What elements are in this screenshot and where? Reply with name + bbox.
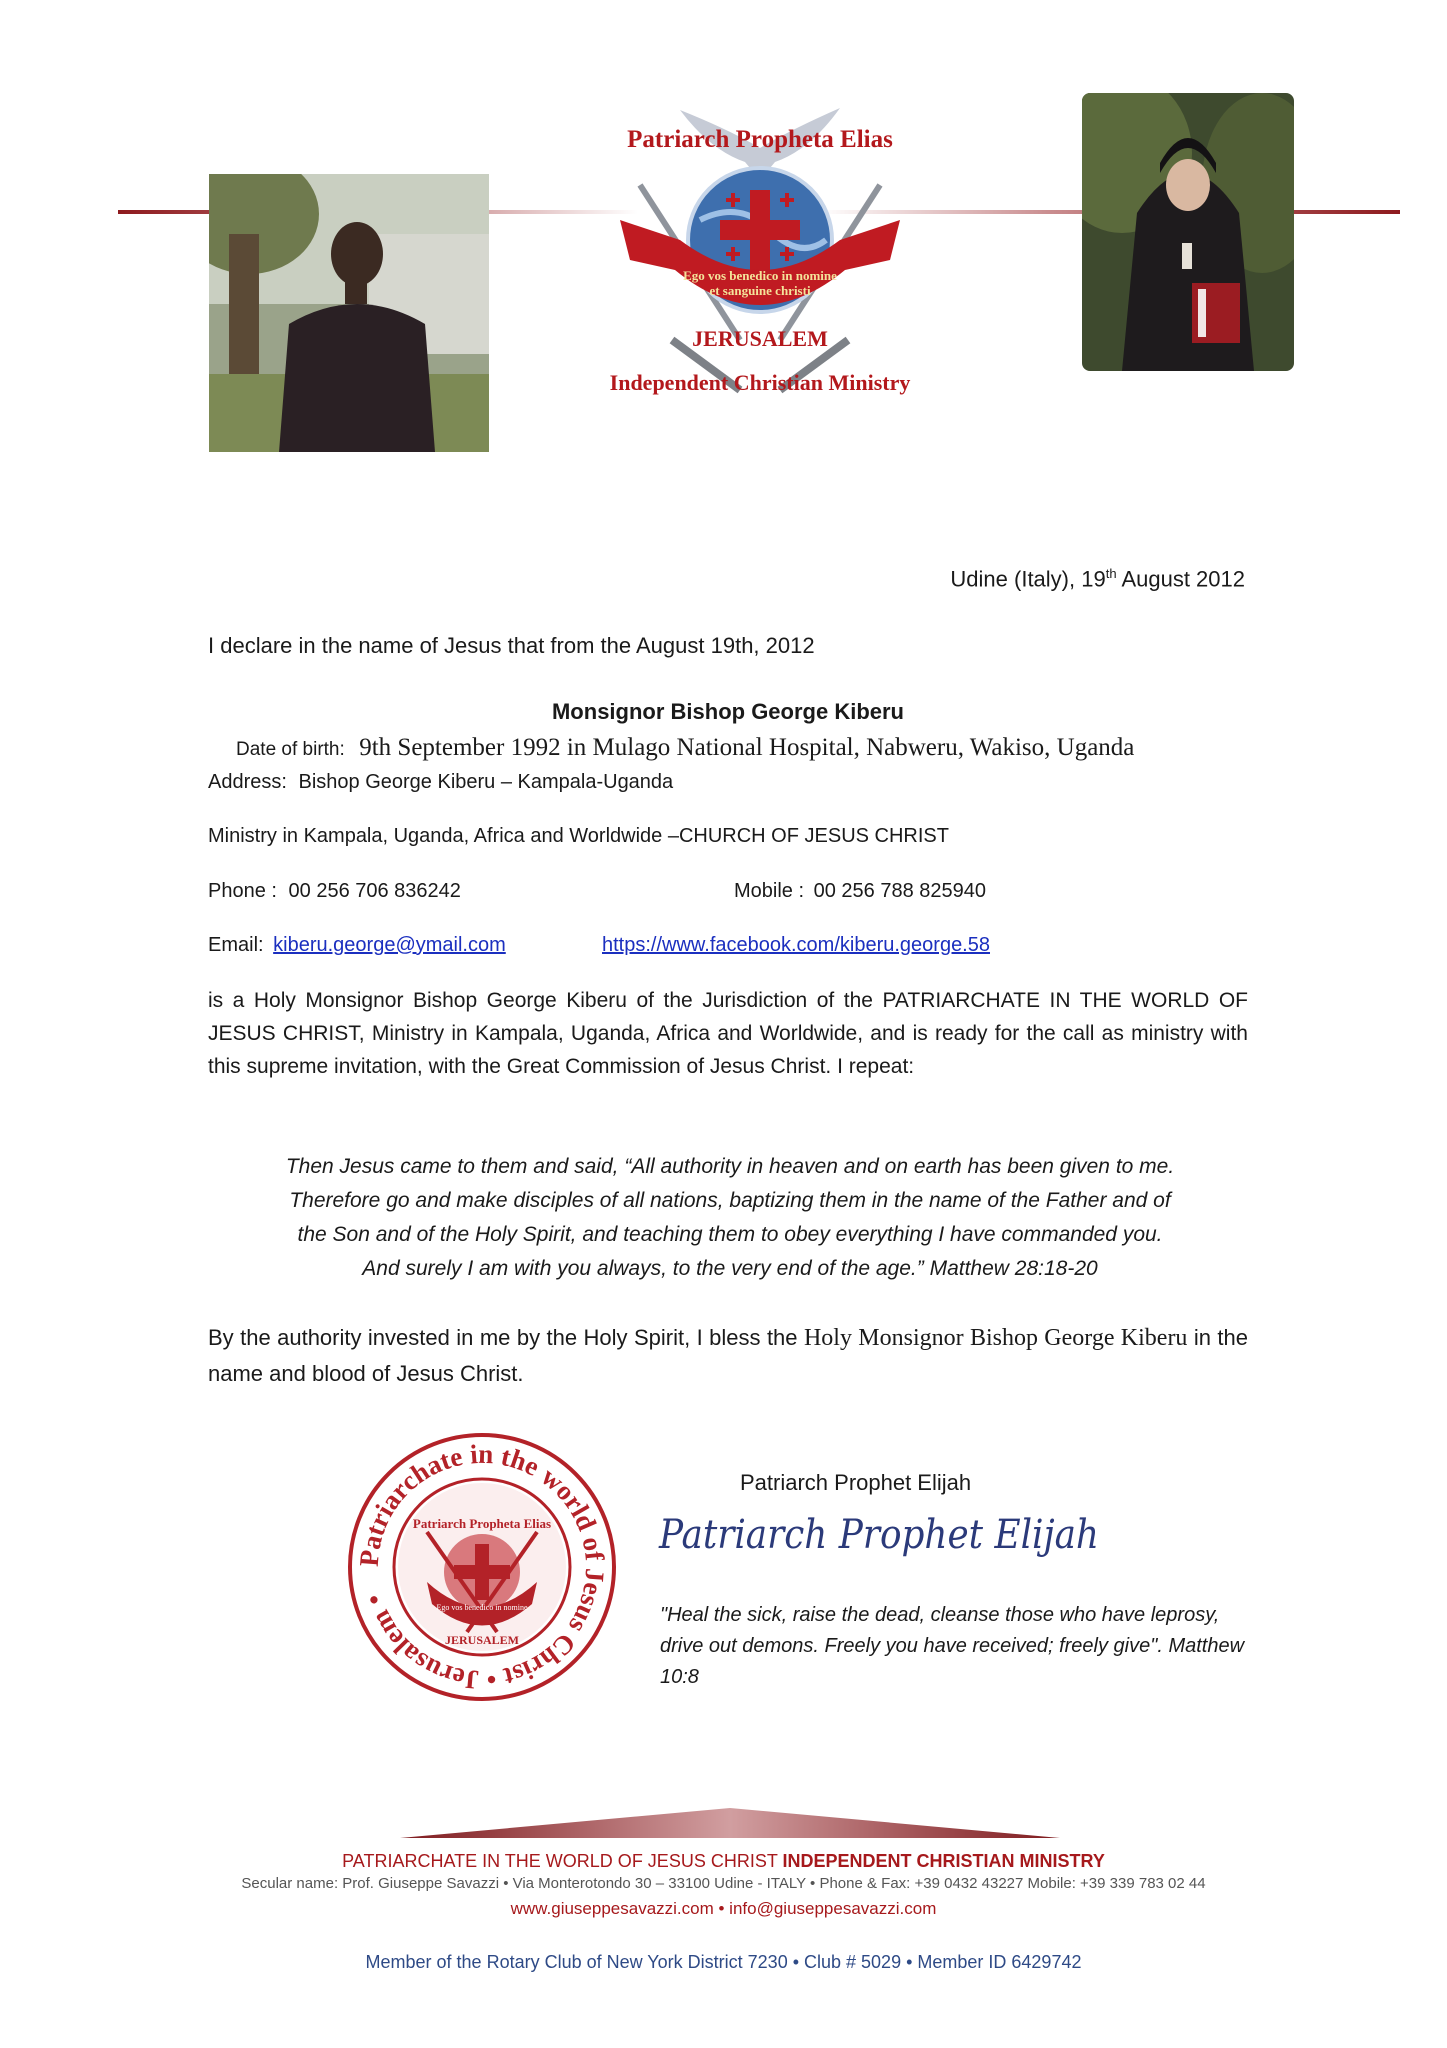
footer-org-part1: PATRIARCHATE IN THE WORLD OF JESUS CHRIST <box>342 1851 783 1871</box>
date-prefix: Udine (Italy), 19 <box>950 566 1106 592</box>
mobile-line <box>734 878 986 904</box>
blessing-name: Holy Monsignor Bishop George Kiberu <box>803 1325 1188 1351</box>
dob-value: 9th September 1992 in Mulago National Hospital, Nabweru, Wakiso, Uganda <box>359 734 1135 761</box>
facebook-link[interactable]: https://www.facebook.com/kiberu.george.58 <box>602 934 990 956</box>
handwritten-signature <box>655 1502 1115 1572</box>
signature-title: Patriarch Prophet Elijah <box>740 1470 972 1495</box>
stamp-ring-text: Patriarchate in the world of Jesus Christ • Jerusalem • <box>353 1438 611 1696</box>
logo-bottom-title: Independent Christian Ministry <box>609 370 911 395</box>
address-label: Address: <box>208 771 287 793</box>
quote-line-3: the Son and of the Holy Spirit, and teaching them to obey everything I have commanded you. <box>297 1223 1163 1246</box>
footer-rotary: Member of the Rotary Club of New York District 7230 • Club # 5029 • Member ID 6429742 <box>365 1952 1082 1972</box>
stamp-inner-city: JERUSALEM <box>444 1633 520 1647</box>
blessing-part1: By the authority invested in me by the Holy Spirit, I bless the <box>208 1325 804 1350</box>
signature-script: Patriarch Prophet Elijah <box>658 1512 1099 1558</box>
footer-org-part2: INDEPENDENT CHRISTIAN MINISTRY <box>782 1851 1105 1871</box>
ministry-line: Ministry in Kampala, Uganda, Africa and Worldwide –CHURCH OF JESUS CHRIST <box>208 825 949 847</box>
logo-city: JERUSALEM <box>692 326 828 351</box>
footer-divider <box>400 1806 1060 1840</box>
date-suffix: August 2012 <box>1116 566 1245 592</box>
letter-date <box>900 560 1245 593</box>
official-stamp <box>347 1432 617 1702</box>
scripture-quote <box>190 1150 1270 1286</box>
signature-verse: "Heal the sick, raise the dead, cleanse those who have leprosy, drive out demons. Freely you have received; freely give". Matthew 10:8 <box>660 1604 1245 1688</box>
name-heading: Monsignor Bishop George Kiberu <box>551 699 904 724</box>
facebook-line <box>602 932 990 958</box>
intro-line: I declare in the name of Jesus that from the August 19th, 2012 <box>208 633 815 658</box>
bishop-photo <box>209 174 489 452</box>
email-link[interactable]: kiberu.george@ymail.com <box>273 934 506 956</box>
quote-line-1: Then Jesus came to them and said, “All authority in heaven and on earth has been given to me. <box>285 1155 1175 1178</box>
logo-top-title: Patriarch Propheta Elias <box>627 126 893 153</box>
footer-org <box>100 1850 1347 1872</box>
stamp-inner-top: Patriarch Propheta Elias <box>412 1516 552 1531</box>
dob-label: Date of birth: <box>236 739 345 760</box>
logo-banner-line1: Ego vos benedico in nomine <box>683 268 837 283</box>
address-value: Bishop George Kiberu – Kampala-Uganda <box>298 771 674 793</box>
stamp-inner-banner: Ego vos benedico in nomine <box>436 1603 528 1612</box>
footer-secular: Secular name: Prof. Giuseppe Savazzi • Via Monterotondo 30 – 33100 Udine - ITALY • Phone & Fax: +39 0432 43227 Mobile: +39 339 783 02 44 <box>241 1875 1206 1892</box>
quote-line-2: Therefore go and make disciples of all nations, baptizing them in the name of the Father and of <box>289 1189 1171 1212</box>
email-line <box>208 932 506 958</box>
date-superscript: th <box>1105 566 1117 581</box>
quote-line-4: And surely I am with you always, to the very end of the age.” Matthew 28:18-20 <box>362 1257 1098 1280</box>
body-paragraph: is a Holy Monsignor Bishop George Kiberu of the Jurisdiction of the PATRIARCHATE IN THE WORLD OF JESUS CHRIST, Ministry in Kampala, Uganda, Africa and Worldwide, and is ready for the call as ministry with this supreme invitation, with the Great Commission of Jesus Christ. I repeat: <box>208 989 1248 1078</box>
blessing-paragraph <box>208 1320 1248 1392</box>
mobile-label: Mobile : <box>734 880 805 902</box>
ministry-logo <box>600 90 920 410</box>
footer-web[interactable]: www.giuseppesavazzi.com • info@giuseppesavazzi.com <box>510 1899 937 1918</box>
dob-line <box>236 732 1134 767</box>
patriarch-photo <box>1082 93 1294 371</box>
mobile-value: 00 256 788 825940 <box>813 880 986 902</box>
logo-banner-line2: et sanguine christi <box>709 283 811 298</box>
phone-line <box>208 878 461 904</box>
phone-label: Phone : <box>208 880 277 902</box>
phone-value: 00 256 706 836242 <box>288 880 461 902</box>
address-line <box>208 769 673 795</box>
email-label: Email: <box>208 934 264 956</box>
blessing-part2: in the name and blood of Jesus Christ. <box>208 1325 1249 1386</box>
